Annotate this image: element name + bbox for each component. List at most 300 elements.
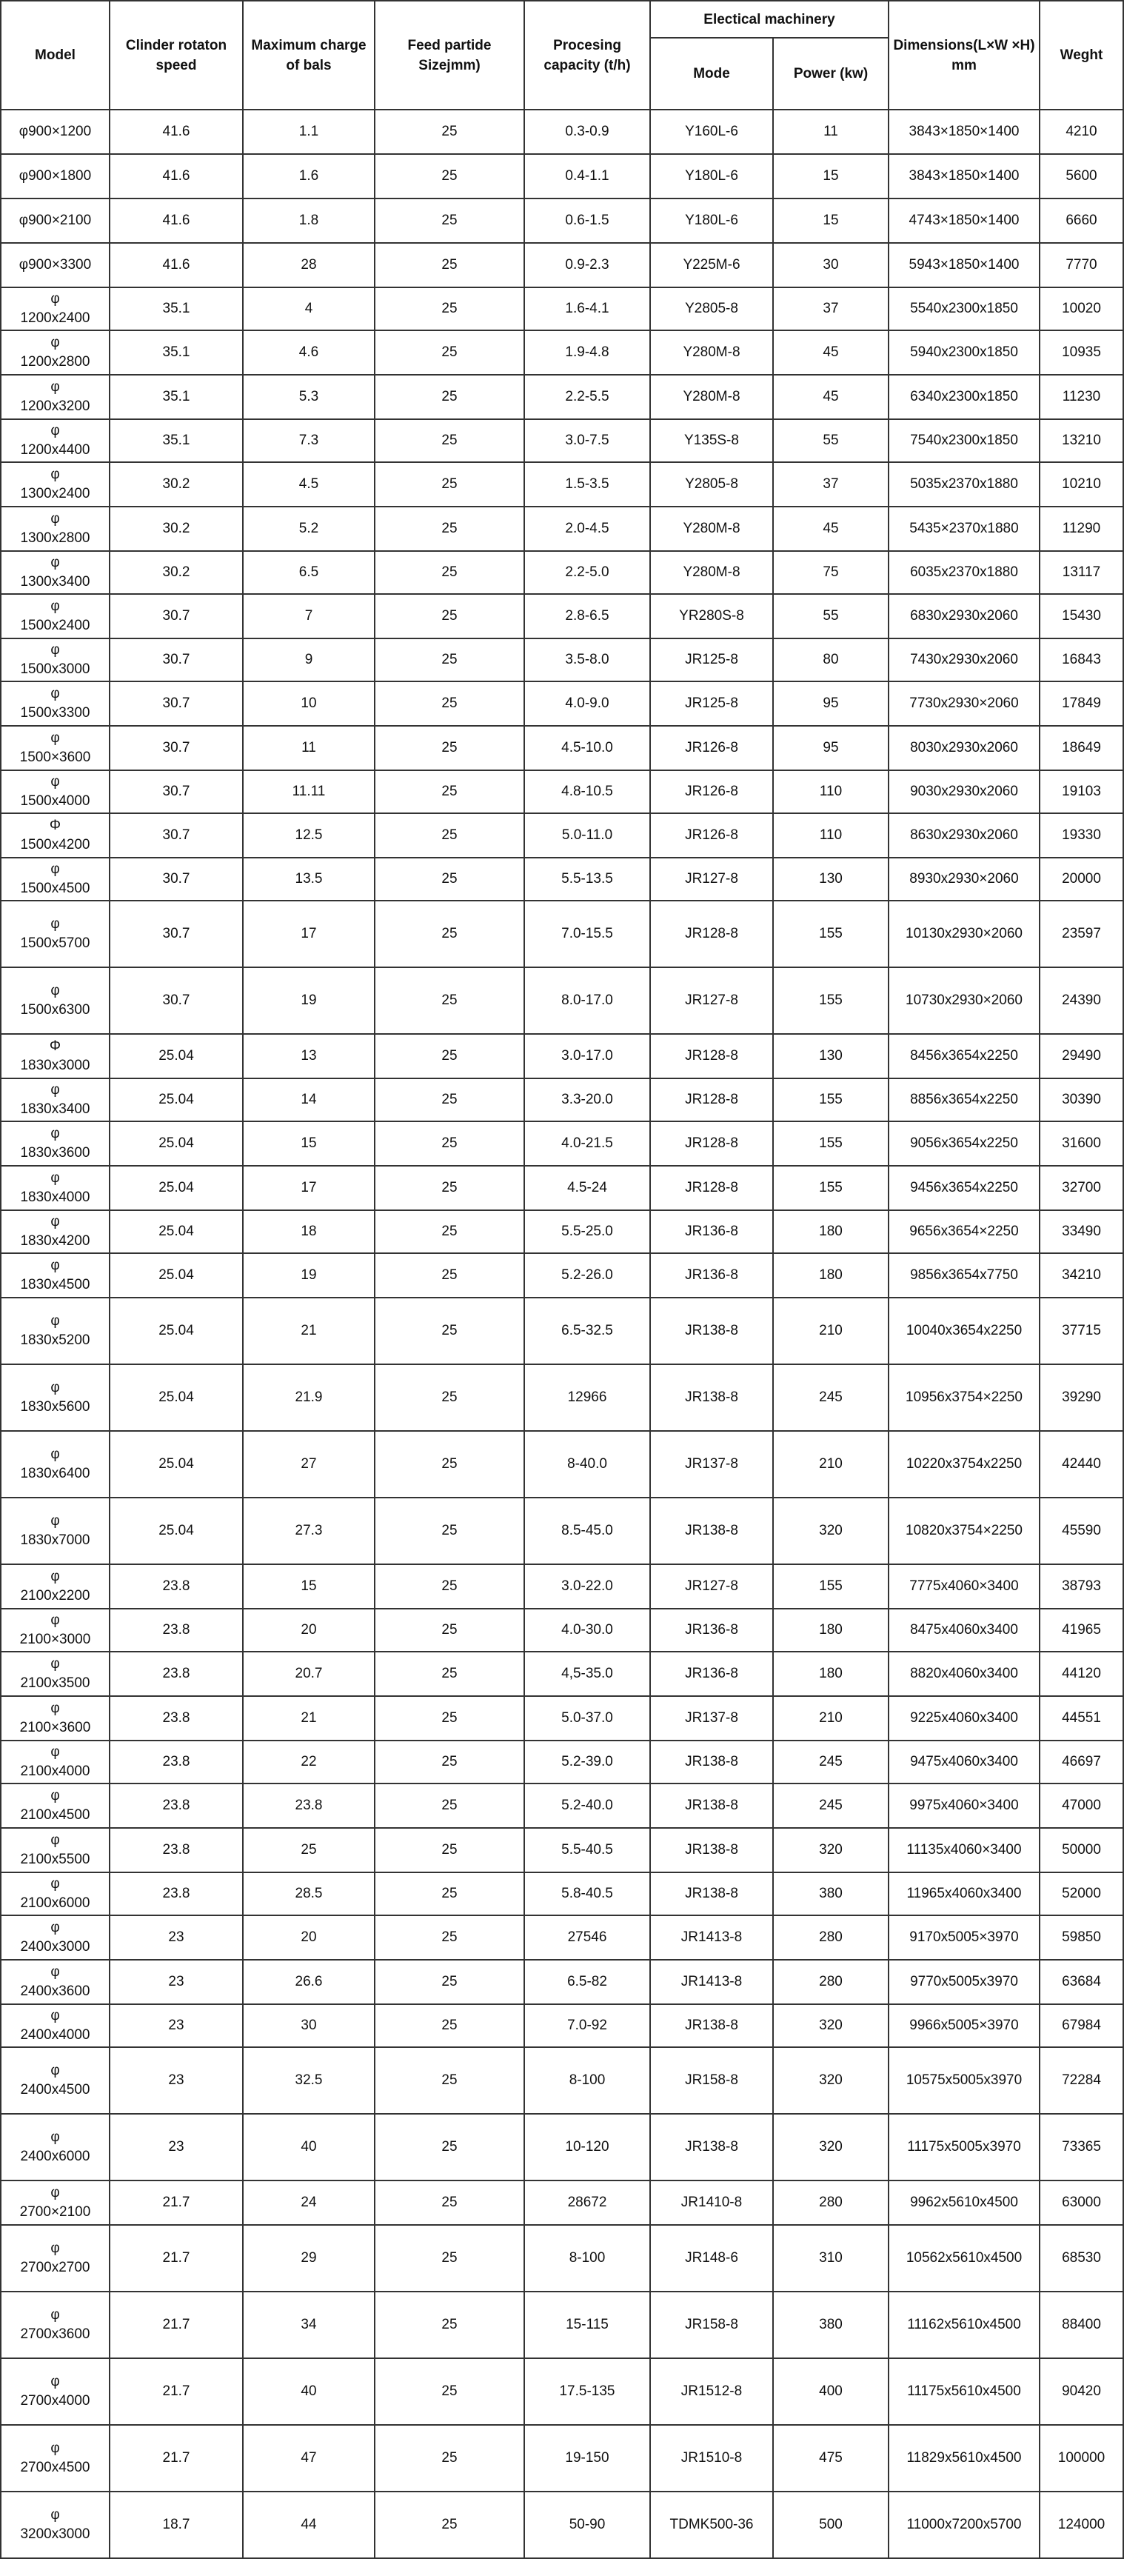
table-row <box>1 1872 1123 1915</box>
cell-model <box>1 1210 110 1253</box>
cell-max-charge: 17 <box>243 1166 375 1210</box>
cell-motor-mode: Y180L-6 <box>650 198 773 243</box>
table-row <box>1 1078 1123 1121</box>
table-row <box>1 375 1123 419</box>
cell-model <box>1 375 110 419</box>
cell-weight: 32700 <box>1040 1166 1123 1210</box>
cell-feed-size: 25 <box>375 1872 524 1915</box>
cell-capacity: 5.2-39.0 <box>524 1741 650 1783</box>
cell-weight: 38793 <box>1040 1564 1123 1609</box>
cell-capacity: 1.6-4.1 <box>524 287 650 330</box>
cell-model <box>1 967 110 1034</box>
diameter-symbol: φ <box>50 2129 60 2145</box>
cell-motor-mode: JR138-8 <box>650 1498 773 1564</box>
cell-capacity: 3.0-22.0 <box>524 1564 650 1609</box>
cell-max-charge: 20 <box>243 1915 375 1960</box>
cell-weight: 10935 <box>1040 330 1123 375</box>
table-row <box>1 330 1123 375</box>
model-size: 1830x3000 <box>20 1058 90 1073</box>
cell-max-charge: 1.6 <box>243 154 375 198</box>
cell-dimensions: 9856x3654x7750 <box>889 1253 1040 1298</box>
cell-dimensions: 11175x5005x3970 <box>889 2114 1040 2180</box>
cell-dimensions: 9056x3654x2250 <box>889 1121 1040 1166</box>
cell-motor-mode: JR148-6 <box>650 2225 773 2292</box>
diameter-symbol: φ <box>50 730 60 746</box>
cell-weight: 124000 <box>1040 2492 1123 2558</box>
cell-dimensions: 10956x3754×2250 <box>889 1364 1040 1431</box>
model-size: 1830x4500 <box>20 1277 90 1292</box>
cell-dimensions: 10730x2930×2060 <box>889 967 1040 1034</box>
cell-dimensions: 9170x5005×3970 <box>889 1915 1040 1960</box>
cell-weight: 37715 <box>1040 1298 1123 1364</box>
model-size: 1300x2800 <box>20 530 90 546</box>
cell-capacity: 8-100 <box>524 2225 650 2292</box>
cell-model <box>1 813 110 858</box>
cell-model <box>1 1431 110 1498</box>
cell-motor-mode: JR137-8 <box>650 1431 773 1498</box>
cell-power: 15 <box>773 198 889 243</box>
cell-rotation-speed: 23.8 <box>110 1564 243 1609</box>
cell-motor-mode: JR1413-8 <box>650 1960 773 2004</box>
table-row <box>1 462 1123 507</box>
cell-weight: 68530 <box>1040 2225 1123 2292</box>
header-capacity: Procesing capacity (t/h) <box>524 1 650 110</box>
cell-power: 280 <box>773 2180 889 2225</box>
diameter-symbol: φ <box>50 1656 60 1672</box>
table-row <box>1 1166 1123 1210</box>
cell-weight: 7770 <box>1040 243 1123 287</box>
cell-capacity: 2.0-4.5 <box>524 507 650 551</box>
diameter-symbol: φ <box>50 1569 60 1584</box>
cell-power: 310 <box>773 2225 889 2292</box>
cell-motor-mode: JR138-8 <box>650 1828 773 1872</box>
cell-max-charge: 27 <box>243 1431 375 1498</box>
cell-max-charge: 10 <box>243 681 375 726</box>
cell-power: 400 <box>773 2358 889 2425</box>
model-size: 1200x4400 <box>20 442 90 458</box>
cell-rotation-speed: 25.04 <box>110 1253 243 1298</box>
cell-feed-size: 25 <box>375 462 524 507</box>
model-size: 1830x3400 <box>20 1101 90 1117</box>
cell-power: 130 <box>773 858 889 901</box>
model-size: 2700×2100 <box>19 2204 91 2220</box>
cell-feed-size: 25 <box>375 681 524 726</box>
cell-capacity: 4.0-21.5 <box>524 1121 650 1166</box>
model-size: 2400x4000 <box>20 2027 90 2043</box>
cell-feed-size: 25 <box>375 2492 524 2558</box>
diameter-symbol: φ <box>50 2507 60 2523</box>
table-row <box>1 1915 1123 1960</box>
diameter-symbol: Φ <box>49 1038 61 1054</box>
cell-weight: 18649 <box>1040 726 1123 770</box>
cell-max-charge: 21 <box>243 1298 375 1364</box>
model-size: 1500x6300 <box>20 1002 90 1018</box>
model-size: 1500x5700 <box>20 935 90 951</box>
cell-motor-mode: JR138-8 <box>650 2114 773 2180</box>
diameter-symbol: Φ <box>49 818 61 833</box>
cell-dimensions: 7430x2930x2060 <box>889 638 1040 681</box>
cell-rotation-speed: 25.04 <box>110 1210 243 1253</box>
cell-dimensions: 5035x2370x1880 <box>889 462 1040 507</box>
cell-weight: 50000 <box>1040 1828 1123 1872</box>
model-size: 2100x5500 <box>20 1852 90 1867</box>
cell-dimensions: 8930x2930×2060 <box>889 858 1040 901</box>
cell-rotation-speed: 35.1 <box>110 375 243 419</box>
model-size: 2100x4000 <box>20 1764 90 1779</box>
model-size: 1500x3300 <box>20 705 90 721</box>
cell-model <box>1 770 110 813</box>
model-size: 1830x5600 <box>20 1399 90 1415</box>
cell-rotation-speed: 30.7 <box>110 858 243 901</box>
cell-power: 110 <box>773 813 889 858</box>
cell-feed-size: 25 <box>375 594 524 638</box>
table-row <box>1 419 1123 462</box>
cell-rotation-speed: 25.04 <box>110 1078 243 1121</box>
model-size: 2400x3000 <box>20 1939 90 1955</box>
cell-motor-mode: YR280S-8 <box>650 594 773 638</box>
cell-dimensions: 9656x3654×2250 <box>889 1210 1040 1253</box>
cell-weight: 72284 <box>1040 2047 1123 2114</box>
model-size: 1830x7000 <box>20 1532 90 1548</box>
cell-feed-size: 25 <box>375 2180 524 2225</box>
cell-max-charge: 17 <box>243 901 375 967</box>
cell-weight: 13210 <box>1040 419 1123 462</box>
cell-max-charge: 18 <box>243 1210 375 1253</box>
table-row <box>1 2225 1123 2292</box>
cell-rotation-speed: 23.8 <box>110 1741 243 1783</box>
model-size: 1500x4200 <box>20 837 90 852</box>
cell-max-charge: 15 <box>243 1121 375 1166</box>
cell-capacity: 5.2-26.0 <box>524 1253 650 1298</box>
cell-model <box>1 726 110 770</box>
cell-model <box>1 2358 110 2425</box>
model-size: 1200x3200 <box>20 398 90 414</box>
cell-rotation-speed: 30.7 <box>110 770 243 813</box>
cell-feed-size: 25 <box>375 726 524 770</box>
diameter-symbol: φ <box>50 2440 60 2456</box>
cell-dimensions: 4743×1850×1400 <box>889 198 1040 243</box>
cell-power: 180 <box>773 1609 889 1652</box>
cell-rotation-speed: 23.8 <box>110 1652 243 1696</box>
cell-power: 500 <box>773 2492 889 2558</box>
cell-capacity: 5.5-25.0 <box>524 1210 650 1253</box>
diameter-symbol: φ <box>50 2240 60 2256</box>
diameter-symbol: φ <box>50 598 60 614</box>
model-size: 2400x6000 <box>20 2149 90 2164</box>
cell-rotation-speed: 30.7 <box>110 967 243 1034</box>
cell-feed-size: 25 <box>375 1828 524 1872</box>
cell-max-charge: 20 <box>243 1609 375 1652</box>
cell-capacity: 8.0-17.0 <box>524 967 650 1034</box>
cell-motor-mode: JR136-8 <box>650 1210 773 1253</box>
model-size: 1830x5200 <box>20 1332 90 1348</box>
cell-model <box>1 1253 110 1298</box>
cell-weight: 44551 <box>1040 1696 1123 1741</box>
cell-weight: 90420 <box>1040 2358 1123 2425</box>
cell-capacity: 5.8-40.5 <box>524 1872 650 1915</box>
cell-weight: 15430 <box>1040 594 1123 638</box>
model-size: 1830x6400 <box>20 1466 90 1481</box>
cell-power: 130 <box>773 1034 889 1078</box>
cell-max-charge: 47 <box>243 2425 375 2492</box>
cell-feed-size: 25 <box>375 1783 524 1828</box>
cell-power: 155 <box>773 1121 889 1166</box>
cell-motor-mode: JR136-8 <box>650 1652 773 1696</box>
cell-model <box>1 1166 110 1210</box>
cell-capacity: 5.0-11.0 <box>524 813 650 858</box>
cell-weight: 73365 <box>1040 2114 1123 2180</box>
cell-capacity: 19-150 <box>524 2425 650 2492</box>
table-row <box>1 1828 1123 1872</box>
cell-rotation-speed: 21.7 <box>110 2225 243 2292</box>
cell-power: 95 <box>773 726 889 770</box>
cell-power: 245 <box>773 1783 889 1828</box>
cell-feed-size: 25 <box>375 1298 524 1364</box>
cell-feed-size: 25 <box>375 287 524 330</box>
cell-max-charge: 1.8 <box>243 198 375 243</box>
cell-power: 155 <box>773 1564 889 1609</box>
cell-capacity: 2.2-5.5 <box>524 375 650 419</box>
cell-rotation-speed: 30.7 <box>110 594 243 638</box>
cell-power: 380 <box>773 2292 889 2358</box>
cell-motor-mode: JR127-8 <box>650 858 773 901</box>
cell-weight: 88400 <box>1040 2292 1123 2358</box>
cell-dimensions: 9975x4060×3400 <box>889 1783 1040 1828</box>
cell-max-charge: 13.5 <box>243 858 375 901</box>
cell-max-charge: 9 <box>243 638 375 681</box>
cell-rotation-speed: 18.7 <box>110 2492 243 2558</box>
cell-power: 280 <box>773 1915 889 1960</box>
diameter-symbol: φ <box>50 2307 60 2323</box>
table-row <box>1 1298 1123 1364</box>
cell-capacity: 50-90 <box>524 2492 650 2558</box>
cell-motor-mode: JR138-8 <box>650 1872 773 1915</box>
cell-power: 280 <box>773 1960 889 2004</box>
header-model: Model <box>1 1 110 110</box>
cell-model <box>1 198 110 243</box>
cell-weight: 44120 <box>1040 1652 1123 1696</box>
cell-model <box>1 2425 110 2492</box>
model-size: 2100×3600 <box>19 1720 91 1735</box>
cell-power: 320 <box>773 1828 889 1872</box>
cell-weight: 34210 <box>1040 1253 1123 1298</box>
cell-model <box>1 638 110 681</box>
table-row <box>1 681 1123 726</box>
diameter-symbol: φ <box>50 423 60 438</box>
cell-power: 180 <box>773 1652 889 1696</box>
cell-dimensions: 5940x2300x1850 <box>889 330 1040 375</box>
cell-feed-size: 25 <box>375 419 524 462</box>
cell-power: 155 <box>773 901 889 967</box>
model-size: 1500x4000 <box>20 793 90 809</box>
cell-feed-size: 25 <box>375 1166 524 1210</box>
table-row <box>1 813 1123 858</box>
diameter-symbol: φ <box>50 1126 60 1141</box>
cell-model <box>1 2180 110 2225</box>
header-weight: Weght <box>1040 1 1123 110</box>
cell-rotation-speed: 23 <box>110 1960 243 2004</box>
cell-max-charge: 23.8 <box>243 1783 375 1828</box>
cell-rotation-speed: 25.04 <box>110 1166 243 1210</box>
cell-model <box>1 1498 110 1564</box>
diameter-symbol: φ <box>50 2008 60 2023</box>
cell-feed-size: 25 <box>375 2047 524 2114</box>
cell-max-charge: 25 <box>243 1828 375 1872</box>
model-size: 2100x6000 <box>20 1895 90 1911</box>
cell-motor-mode: Y135S-8 <box>650 419 773 462</box>
header-max-charge: Maximum charge of bals <box>243 1 375 110</box>
cell-motor-mode: JR138-8 <box>650 2004 773 2047</box>
cell-motor-mode: JR126-8 <box>650 770 773 813</box>
cell-max-charge: 21.9 <box>243 1364 375 1431</box>
cell-motor-mode: JR158-8 <box>650 2047 773 2114</box>
cell-capacity: 8-100 <box>524 2047 650 2114</box>
cell-rotation-speed: 23 <box>110 2114 243 2180</box>
diameter-symbol: φ <box>50 1380 60 1395</box>
cell-max-charge: 19 <box>243 1253 375 1298</box>
diameter-symbol: φ <box>50 1788 60 1803</box>
cell-weight: 42440 <box>1040 1431 1123 1498</box>
cell-max-charge: 40 <box>243 2358 375 2425</box>
cell-power: 75 <box>773 551 889 594</box>
cell-weight: 33490 <box>1040 1210 1123 1253</box>
cell-capacity: 0.4-1.1 <box>524 154 650 198</box>
cell-rotation-speed: 23.8 <box>110 1828 243 1872</box>
cell-power: 320 <box>773 1498 889 1564</box>
model-size: 2100x4500 <box>20 1807 90 1823</box>
cell-rotation-speed: 23 <box>110 1915 243 1960</box>
model-size: 1500×3600 <box>19 750 91 765</box>
cell-rotation-speed: 25.04 <box>110 1364 243 1431</box>
model-size: φ900×3300 <box>19 257 92 273</box>
cell-motor-mode: Y280M-8 <box>650 375 773 419</box>
cell-rotation-speed: 23.8 <box>110 1872 243 1915</box>
table-row <box>1 2047 1123 2114</box>
diameter-symbol: φ <box>50 1447 60 1462</box>
cell-weight: 45590 <box>1040 1498 1123 1564</box>
cell-model <box>1 1034 110 1078</box>
cell-capacity: 4,5-35.0 <box>524 1652 650 1696</box>
cell-rotation-speed: 25.04 <box>110 1298 243 1364</box>
table-row <box>1 726 1123 770</box>
cell-feed-size: 25 <box>375 154 524 198</box>
cell-max-charge: 4.6 <box>243 330 375 375</box>
cell-max-charge: 21 <box>243 1696 375 1741</box>
cell-feed-size: 25 <box>375 1696 524 1741</box>
cell-weight: 29490 <box>1040 1034 1123 1078</box>
cell-weight: 19330 <box>1040 813 1123 858</box>
cell-motor-mode: JR138-8 <box>650 1364 773 1431</box>
cell-rotation-speed: 21.7 <box>110 2292 243 2358</box>
cell-capacity: 6.5-82 <box>524 1960 650 2004</box>
cell-motor-mode: Y160L-6 <box>650 110 773 154</box>
cell-capacity: 3.0-17.0 <box>524 1034 650 1078</box>
cell-feed-size: 25 <box>375 1915 524 1960</box>
cell-weight: 67984 <box>1040 2004 1123 2047</box>
cell-max-charge: 20.7 <box>243 1652 375 1696</box>
cell-model <box>1 1872 110 1915</box>
cell-dimensions: 6830x2930x2060 <box>889 594 1040 638</box>
diameter-symbol: φ <box>50 335 60 350</box>
cell-max-charge: 15 <box>243 1564 375 1609</box>
cell-feed-size: 25 <box>375 638 524 681</box>
cell-feed-size: 25 <box>375 1431 524 1498</box>
cell-feed-size: 25 <box>375 507 524 551</box>
cell-capacity: 4.8-10.5 <box>524 770 650 813</box>
cell-dimensions: 5943×1850×1400 <box>889 243 1040 287</box>
cell-dimensions: 7540x2300x1850 <box>889 419 1040 462</box>
cell-power: 210 <box>773 1696 889 1741</box>
cell-rotation-speed: 35.1 <box>110 330 243 375</box>
cell-capacity: 3.5-8.0 <box>524 638 650 681</box>
cell-motor-mode: JR128-8 <box>650 1078 773 1121</box>
cell-model <box>1 330 110 375</box>
cell-max-charge: 32.5 <box>243 2047 375 2114</box>
cell-rotation-speed: 41.6 <box>110 110 243 154</box>
cell-rotation-speed: 30.7 <box>110 638 243 681</box>
cell-model <box>1 2004 110 2047</box>
cell-feed-size: 25 <box>375 1364 524 1431</box>
cell-power: 320 <box>773 2047 889 2114</box>
cell-capacity: 28672 <box>524 2180 650 2225</box>
diameter-symbol: φ <box>50 467 60 482</box>
cell-motor-mode: TDMK500-36 <box>650 2492 773 2558</box>
table-body <box>1 110 1123 2558</box>
cell-capacity: 7.0-15.5 <box>524 901 650 967</box>
cell-dimensions: 9966x5005×3970 <box>889 2004 1040 2047</box>
table-row <box>1 638 1123 681</box>
model-size: 3200x3000 <box>20 2526 90 2542</box>
cell-max-charge: 22 <box>243 1741 375 1783</box>
header-power: Power (kw) <box>773 38 889 110</box>
table-row <box>1 110 1123 154</box>
cell-max-charge: 19 <box>243 967 375 1034</box>
cell-weight: 11290 <box>1040 507 1123 551</box>
cell-rotation-speed: 30.2 <box>110 507 243 551</box>
cell-motor-mode: JR125-8 <box>650 638 773 681</box>
cell-power: 245 <box>773 1364 889 1431</box>
cell-capacity: 12966 <box>524 1364 650 1431</box>
cell-motor-mode: JR125-8 <box>650 681 773 726</box>
cell-dimensions: 5540x2300x1850 <box>889 287 1040 330</box>
cell-capacity: 5.5-40.5 <box>524 1828 650 1872</box>
cell-capacity: 4.5-24 <box>524 1166 650 1210</box>
table-row <box>1 858 1123 901</box>
cell-power: 30 <box>773 243 889 287</box>
cell-capacity: 8.5-45.0 <box>524 1498 650 1564</box>
table-row <box>1 1783 1123 1828</box>
cell-rotation-speed: 25.04 <box>110 1121 243 1166</box>
cell-model <box>1 2492 110 2558</box>
cell-power: 55 <box>773 419 889 462</box>
cell-max-charge: 5.3 <box>243 375 375 419</box>
cell-max-charge: 4 <box>243 287 375 330</box>
cell-power: 155 <box>773 1166 889 1210</box>
table-row <box>1 1210 1123 1253</box>
cell-capacity: 8-40.0 <box>524 1431 650 1498</box>
model-size: 2400x3600 <box>20 1983 90 1999</box>
cell-dimensions: 11965x4060x3400 <box>889 1872 1040 1915</box>
diameter-symbol: φ <box>50 555 60 570</box>
cell-weight: 16843 <box>1040 638 1123 681</box>
cell-rotation-speed: 41.6 <box>110 243 243 287</box>
cell-motor-mode: JR128-8 <box>650 1121 773 1166</box>
diameter-symbol: φ <box>50 1258 60 1273</box>
cell-feed-size: 25 <box>375 813 524 858</box>
cell-dimensions: 10220x3754x2250 <box>889 1431 1040 1498</box>
cell-power: 210 <box>773 1431 889 1498</box>
model-size: 1500x4500 <box>20 881 90 896</box>
